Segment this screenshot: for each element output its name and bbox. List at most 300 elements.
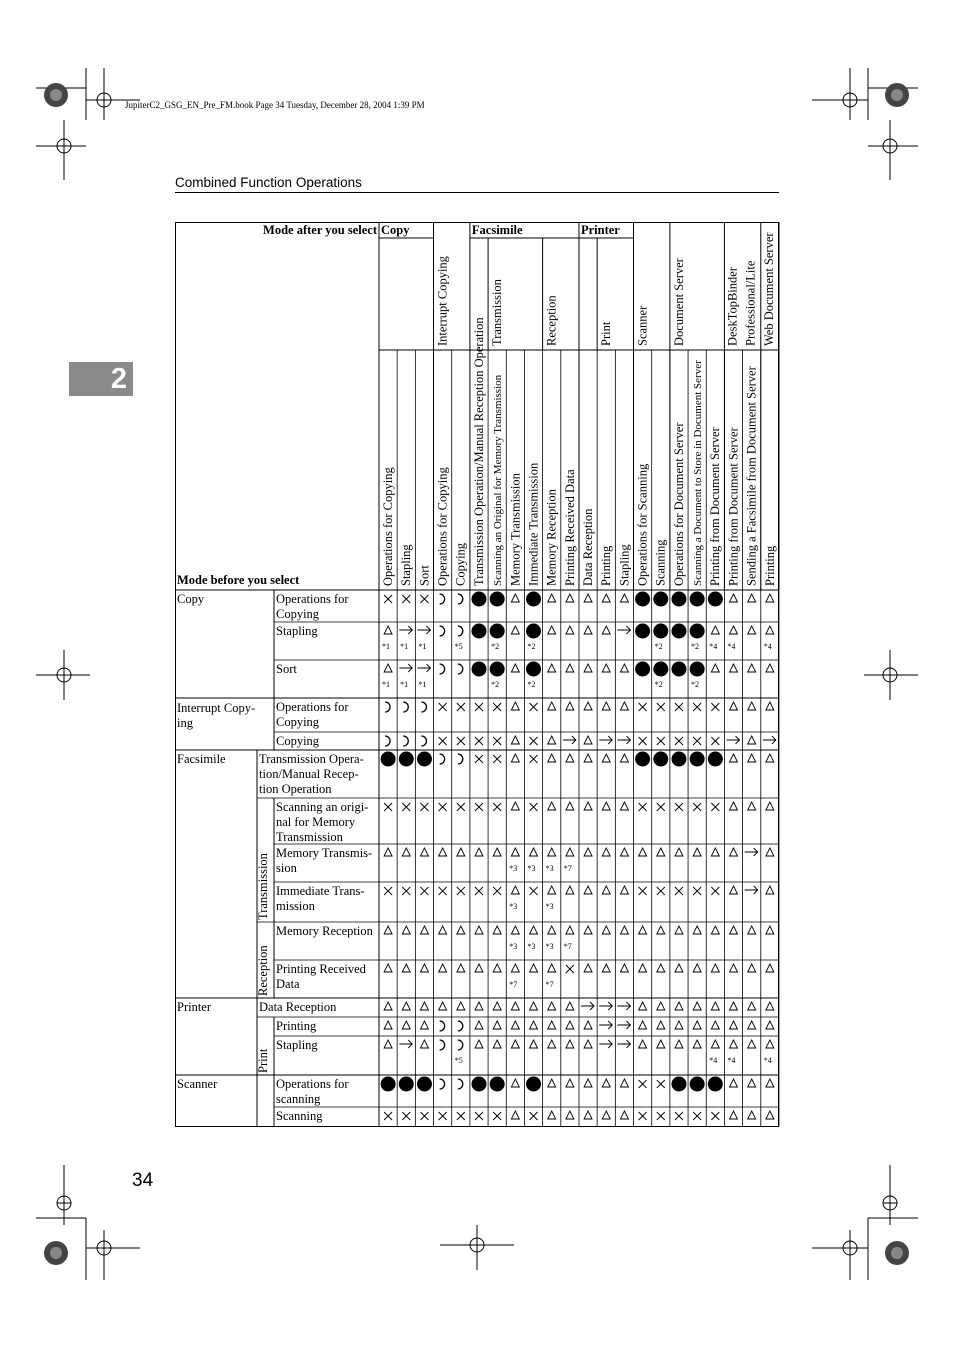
cell-15-0 bbox=[384, 1112, 392, 1120]
cell-13-2 bbox=[420, 1040, 428, 1048]
cross-icon bbox=[566, 965, 574, 973]
footnote-7-9: *3 bbox=[545, 864, 554, 873]
arrow-icon bbox=[599, 1021, 612, 1029]
footnote-1-21: *4 bbox=[763, 642, 772, 651]
row-label-0-1: Copying bbox=[276, 607, 320, 621]
triangle-icon bbox=[548, 964, 556, 972]
triangle-icon bbox=[566, 1079, 574, 1087]
triangle-icon bbox=[475, 1002, 483, 1010]
cell-12-7 bbox=[511, 1021, 519, 1029]
footnote-9-7: *3 bbox=[509, 942, 518, 951]
triangle-icon bbox=[602, 926, 610, 934]
cross-icon bbox=[693, 887, 701, 895]
triangle-icon bbox=[402, 1021, 410, 1029]
cross-icon bbox=[402, 595, 410, 603]
open-circle-icon bbox=[440, 594, 445, 604]
footnote-1-1: *1 bbox=[400, 642, 409, 651]
cross-icon bbox=[439, 1112, 447, 1120]
triangle-icon bbox=[548, 926, 556, 934]
triangle-icon bbox=[620, 754, 628, 762]
chapter-number: 2 bbox=[110, 363, 127, 395]
column-header-2: Sort bbox=[417, 565, 432, 586]
open-circle-icon bbox=[440, 664, 445, 674]
column-header-3: Operations for Copying bbox=[435, 467, 450, 586]
cross-icon bbox=[402, 803, 410, 811]
cell-3-8 bbox=[530, 703, 538, 711]
cell-4-18 bbox=[711, 737, 719, 745]
column-header-5: Transmission Operation/Manual Reception Operation bbox=[471, 317, 486, 586]
triangle-icon bbox=[548, 1021, 556, 1029]
triangle-icon bbox=[730, 802, 738, 810]
column-header-14: Operations for Scanning bbox=[635, 463, 650, 586]
row-label-13-0: Stapling bbox=[276, 1038, 318, 1052]
triangle-icon bbox=[384, 1021, 392, 1029]
triangle-icon bbox=[384, 1002, 392, 1010]
column-header-7: Memory Transmission bbox=[508, 473, 523, 586]
cell-13-13 bbox=[617, 1040, 630, 1048]
cell-5-7 bbox=[511, 754, 519, 762]
column-header-9: Memory Reception bbox=[544, 489, 559, 586]
triangle-icon bbox=[766, 926, 774, 934]
open-circle-icon bbox=[458, 626, 463, 636]
triangle-icon bbox=[475, 964, 483, 972]
cross-icon bbox=[711, 703, 719, 711]
cell-14-16 bbox=[671, 1077, 686, 1092]
cross-icon bbox=[457, 803, 465, 811]
cell-6-4 bbox=[457, 803, 465, 811]
triangle-icon bbox=[566, 1040, 574, 1048]
triangle-icon bbox=[730, 664, 738, 672]
cell-10-9 bbox=[548, 964, 556, 972]
cell-12-21 bbox=[766, 1021, 774, 1029]
cross-icon bbox=[530, 887, 538, 895]
cross-icon bbox=[402, 887, 410, 895]
cell-11-19 bbox=[730, 1002, 738, 1010]
triangle-icon bbox=[766, 1079, 774, 1087]
cross-icon bbox=[639, 737, 647, 745]
filled-circle-icon bbox=[490, 662, 505, 677]
footnote-2-1: *1 bbox=[400, 680, 409, 689]
triangle-icon bbox=[730, 848, 738, 856]
cell-13-12 bbox=[599, 1040, 612, 1048]
open-circle-icon bbox=[458, 1040, 463, 1050]
cell-0-3 bbox=[440, 594, 445, 604]
footnote-2-0: *1 bbox=[382, 680, 390, 689]
triangle-icon bbox=[548, 702, 556, 710]
cell-5-12 bbox=[602, 754, 610, 762]
column-header-0: Operations for Copying bbox=[381, 467, 395, 586]
open-circle-icon bbox=[458, 1021, 463, 1031]
cell-13-15 bbox=[657, 1040, 665, 1048]
triangle-icon bbox=[748, 594, 756, 602]
row-label-11-0: Data Reception bbox=[259, 1000, 337, 1014]
cell-0-13 bbox=[620, 594, 628, 602]
cell-6-7 bbox=[511, 802, 519, 810]
triangle-icon bbox=[693, 926, 701, 934]
cross-icon bbox=[657, 1112, 665, 1120]
cross-icon bbox=[457, 703, 465, 711]
cell-7-18 bbox=[711, 848, 719, 856]
cell-1-3 bbox=[440, 626, 445, 636]
triangle-icon bbox=[511, 1002, 519, 1010]
cell-14-15 bbox=[657, 1080, 665, 1088]
header-rule bbox=[175, 192, 779, 193]
cell-8-10 bbox=[566, 886, 574, 894]
open-circle-icon bbox=[440, 754, 445, 764]
cell-14-18 bbox=[708, 1077, 723, 1092]
arrow-icon bbox=[617, 736, 630, 744]
group-interrupt-copying: Interrupt Copying bbox=[435, 256, 450, 346]
open-circle-icon bbox=[385, 702, 390, 712]
cell-5-20 bbox=[748, 754, 756, 762]
triangle-icon bbox=[457, 964, 465, 972]
open-circle-icon bbox=[440, 1079, 445, 1089]
triangle-icon bbox=[766, 594, 774, 602]
cell-9-9 bbox=[548, 926, 556, 934]
triangle-icon bbox=[584, 736, 592, 744]
cross-icon bbox=[457, 887, 465, 895]
cross-icon bbox=[420, 1112, 428, 1120]
cell-4-19 bbox=[727, 736, 740, 744]
triangle-icon bbox=[530, 926, 538, 934]
triangle-icon bbox=[657, 1040, 665, 1048]
cell-9-16 bbox=[675, 926, 683, 934]
filled-circle-icon bbox=[690, 1077, 705, 1092]
triangle-icon bbox=[584, 754, 592, 762]
cell-3-5 bbox=[475, 703, 483, 711]
cross-icon bbox=[384, 803, 392, 811]
cell-1-10 bbox=[566, 626, 574, 634]
column-header-19: Printing from Document Server bbox=[726, 427, 741, 586]
row-label-6-1: nal for Memory bbox=[276, 815, 356, 829]
filled-circle-icon bbox=[417, 752, 432, 767]
triangle-icon bbox=[384, 1040, 392, 1048]
page-number: 34 bbox=[132, 1170, 154, 1191]
row-label-14-0: Operations for bbox=[276, 1077, 349, 1091]
triangle-icon bbox=[584, 1111, 592, 1119]
cell-11-2 bbox=[420, 1002, 428, 1010]
cell-3-9 bbox=[548, 702, 556, 710]
cell-2-15 bbox=[653, 662, 668, 677]
triangle-icon bbox=[439, 1002, 447, 1010]
cell-15-17 bbox=[693, 1112, 701, 1120]
triangle-icon bbox=[420, 1002, 428, 1010]
cell-15-4 bbox=[457, 1112, 465, 1120]
filled-circle-icon bbox=[671, 624, 686, 639]
footnote-7-10: *7 bbox=[563, 864, 572, 873]
row-label-6-0: Scanning an origi- bbox=[276, 800, 369, 814]
triangle-icon bbox=[748, 626, 756, 634]
cell-7-10 bbox=[566, 848, 574, 856]
triangle-icon bbox=[711, 1040, 719, 1048]
triangle-icon bbox=[566, 926, 574, 934]
triangle-icon bbox=[711, 626, 719, 634]
cell-14-0 bbox=[381, 1077, 396, 1092]
cross-icon bbox=[657, 887, 665, 895]
row-label-10-1: Data bbox=[276, 977, 300, 991]
triangle-icon bbox=[566, 594, 574, 602]
group-desktopbinder-2: Professional/Lite bbox=[743, 260, 758, 346]
cross-icon bbox=[675, 737, 683, 745]
cell-15-15 bbox=[657, 1112, 665, 1120]
cell-2-13 bbox=[620, 664, 628, 672]
cell-9-21 bbox=[766, 926, 774, 934]
triangle-icon bbox=[584, 594, 592, 602]
triangle-icon bbox=[475, 1021, 483, 1029]
cell-11-16 bbox=[675, 1002, 683, 1010]
row-label-5-2: tion Operation bbox=[259, 782, 332, 796]
cross-icon bbox=[693, 737, 701, 745]
footnote-13-21: *4 bbox=[763, 1056, 772, 1065]
cell-11-15 bbox=[657, 1002, 665, 1010]
triangle-icon bbox=[566, 848, 574, 856]
cell-7-3 bbox=[439, 848, 447, 856]
arrow-icon bbox=[727, 736, 740, 744]
cell-15-1 bbox=[402, 1112, 410, 1120]
cell-11-3 bbox=[439, 1002, 447, 1010]
cross-icon bbox=[530, 737, 538, 745]
triangle-icon bbox=[602, 886, 610, 894]
triangle-icon bbox=[566, 1021, 574, 1029]
cross-icon bbox=[384, 595, 392, 603]
arrow-icon bbox=[563, 736, 576, 744]
footnote-1-8: *2 bbox=[527, 642, 536, 651]
cell-15-14 bbox=[639, 1112, 647, 1120]
column-header-15: Scanning bbox=[653, 539, 668, 586]
footnote-10-9: *7 bbox=[545, 980, 554, 989]
header-title: Combined Function Operations bbox=[175, 175, 362, 190]
cell-4-8 bbox=[530, 737, 538, 745]
row-group-interrupt-copying-1: Interrupt Copy- bbox=[177, 701, 256, 715]
cell-0-20 bbox=[748, 594, 756, 602]
cell-8-8 bbox=[530, 887, 538, 895]
arrow-icon bbox=[599, 1002, 612, 1010]
cell-8-21 bbox=[766, 886, 774, 894]
cell-9-8 bbox=[530, 926, 538, 934]
cell-7-17 bbox=[693, 848, 701, 856]
filled-circle-icon bbox=[381, 752, 396, 767]
cell-2-8 bbox=[526, 662, 541, 677]
cell-5-5 bbox=[475, 755, 483, 763]
triangle-icon bbox=[420, 848, 428, 856]
triangle-icon bbox=[748, 754, 756, 762]
cell-14-20 bbox=[748, 1079, 756, 1087]
triangle-icon bbox=[384, 848, 392, 856]
cell-13-16 bbox=[675, 1040, 683, 1048]
cell-6-12 bbox=[602, 802, 610, 810]
triangle-icon bbox=[693, 1040, 701, 1048]
cell-5-14 bbox=[635, 752, 650, 767]
cell-8-17 bbox=[693, 887, 701, 895]
triangle-icon bbox=[602, 594, 610, 602]
cell-7-15 bbox=[657, 848, 665, 856]
arrow-icon bbox=[617, 1040, 630, 1048]
triangle-icon bbox=[530, 1002, 538, 1010]
triangle-icon bbox=[748, 1021, 756, 1029]
cross-icon bbox=[675, 887, 683, 895]
arrow-icon bbox=[581, 1002, 594, 1010]
cell-6-21 bbox=[766, 802, 774, 810]
triangle-icon bbox=[439, 964, 447, 972]
cell-8-2 bbox=[420, 887, 428, 895]
cell-10-5 bbox=[475, 964, 483, 972]
cell-13-20 bbox=[748, 1040, 756, 1048]
cross-icon bbox=[493, 887, 501, 895]
triangle-icon bbox=[693, 1002, 701, 1010]
cell-6-0 bbox=[384, 803, 392, 811]
triangle-icon bbox=[766, 848, 774, 856]
cell-10-1 bbox=[402, 964, 410, 972]
group-print: Print bbox=[599, 321, 614, 346]
triangle-icon bbox=[711, 964, 719, 972]
cell-12-14 bbox=[639, 1021, 647, 1029]
triangle-icon bbox=[584, 848, 592, 856]
triangle-icon bbox=[530, 964, 538, 972]
cell-5-9 bbox=[548, 754, 556, 762]
triangle-icon bbox=[457, 1002, 465, 1010]
triangle-icon bbox=[711, 1002, 719, 1010]
cell-7-6 bbox=[493, 848, 501, 856]
cross-icon bbox=[439, 703, 447, 711]
filled-circle-icon bbox=[671, 592, 686, 607]
cell-6-9 bbox=[548, 802, 556, 810]
triangle-icon bbox=[402, 1002, 410, 1010]
cell-12-20 bbox=[748, 1021, 756, 1029]
cell-1-20 bbox=[748, 626, 756, 634]
cross-icon bbox=[475, 703, 483, 711]
footnote-2-15: *2 bbox=[654, 680, 663, 689]
triangle-icon bbox=[584, 886, 592, 894]
cell-2-21 bbox=[766, 664, 774, 672]
triangle-icon bbox=[602, 702, 610, 710]
triangle-icon bbox=[693, 1021, 701, 1029]
cell-4-15 bbox=[657, 737, 665, 745]
column-header-1: Stapling bbox=[399, 544, 414, 586]
row-group-print: Print bbox=[256, 1048, 270, 1073]
cell-13-18 bbox=[711, 1040, 719, 1048]
group-copy: Copy bbox=[381, 223, 410, 237]
arrow-icon bbox=[617, 1021, 630, 1029]
cross-icon bbox=[711, 1112, 719, 1120]
row-label-9-0: Memory Reception bbox=[276, 924, 373, 938]
cell-6-17 bbox=[693, 803, 701, 811]
cell-8-15 bbox=[657, 887, 665, 895]
triangle-icon bbox=[511, 1040, 519, 1048]
triangle-icon bbox=[766, 964, 774, 972]
cell-5-18 bbox=[708, 752, 723, 767]
triangle-icon bbox=[548, 664, 556, 672]
arrow-icon bbox=[417, 664, 430, 672]
filled-circle-icon bbox=[471, 1077, 486, 1092]
triangle-icon bbox=[766, 1002, 774, 1010]
triangle-icon bbox=[602, 964, 610, 972]
triangle-icon bbox=[511, 702, 519, 710]
triangle-icon bbox=[766, 886, 774, 894]
cell-1-12 bbox=[602, 626, 610, 634]
cross-icon bbox=[675, 703, 683, 711]
triangle-icon bbox=[511, 964, 519, 972]
cell-10-7 bbox=[511, 964, 519, 972]
cell-2-4 bbox=[458, 664, 463, 674]
filled-circle-icon bbox=[490, 1077, 505, 1092]
cross-icon bbox=[530, 703, 538, 711]
cross-icon bbox=[457, 737, 465, 745]
cell-0-8 bbox=[526, 592, 541, 607]
cell-14-19 bbox=[730, 1079, 738, 1087]
triangle-icon bbox=[384, 664, 392, 672]
cell-8-20 bbox=[745, 886, 758, 894]
cell-5-15 bbox=[653, 752, 668, 767]
triangle-icon bbox=[475, 848, 483, 856]
cell-2-0 bbox=[384, 664, 392, 672]
row-label-1-0: Stapling bbox=[276, 624, 318, 638]
cell-15-2 bbox=[420, 1112, 428, 1120]
open-circle-icon bbox=[440, 1040, 445, 1050]
triangle-icon bbox=[730, 926, 738, 934]
cell-5-2 bbox=[417, 752, 432, 767]
triangle-icon bbox=[584, 702, 592, 710]
triangle-icon bbox=[566, 802, 574, 810]
cell-9-1 bbox=[402, 926, 410, 934]
triangle-icon bbox=[748, 664, 756, 672]
cell-7-16 bbox=[675, 848, 683, 856]
cross-icon bbox=[439, 887, 447, 895]
row-group-interrupt-copying-2: ing bbox=[177, 716, 193, 730]
cross-icon bbox=[475, 803, 483, 811]
cell-7-21 bbox=[766, 848, 774, 856]
cell-5-10 bbox=[566, 754, 574, 762]
triangle-icon bbox=[566, 886, 574, 894]
footnote-7-8: *3 bbox=[527, 864, 536, 873]
triangle-icon bbox=[766, 802, 774, 810]
cell-7-12 bbox=[602, 848, 610, 856]
cross-icon bbox=[439, 737, 447, 745]
cross-icon bbox=[493, 737, 501, 745]
row-group-transmission: Transmission bbox=[256, 853, 270, 920]
cell-13-21 bbox=[766, 1040, 774, 1048]
cell-4-3 bbox=[439, 737, 447, 745]
cell-0-10 bbox=[566, 594, 574, 602]
cell-2-19 bbox=[730, 664, 738, 672]
cell-5-19 bbox=[730, 754, 738, 762]
cell-11-4 bbox=[457, 1002, 465, 1010]
cell-11-5 bbox=[475, 1002, 483, 1010]
triangle-icon bbox=[511, 1021, 519, 1029]
arrow-icon bbox=[599, 1040, 612, 1048]
cell-0-7 bbox=[511, 594, 519, 602]
cross-icon bbox=[384, 1112, 392, 1120]
cell-5-6 bbox=[493, 755, 501, 763]
cell-3-17 bbox=[693, 703, 701, 711]
combined-function-table bbox=[175, 222, 780, 1128]
column-header-8: Immediate Transmission bbox=[526, 462, 541, 586]
filled-circle-icon bbox=[526, 662, 541, 677]
cell-0-9 bbox=[548, 594, 556, 602]
cross-icon bbox=[420, 803, 428, 811]
cell-4-0 bbox=[385, 736, 390, 746]
column-header-4: Copying bbox=[453, 542, 468, 586]
cell-3-6 bbox=[493, 703, 501, 711]
filled-circle-icon bbox=[671, 662, 686, 677]
triangle-icon bbox=[511, 754, 519, 762]
triangle-icon bbox=[748, 964, 756, 972]
cell-2-1 bbox=[399, 664, 412, 672]
triangle-icon bbox=[493, 964, 501, 972]
cell-4-16 bbox=[675, 737, 683, 745]
footnote-7-7: *3 bbox=[509, 864, 518, 873]
triangle-icon bbox=[602, 664, 610, 672]
triangle-icon bbox=[730, 1021, 738, 1029]
